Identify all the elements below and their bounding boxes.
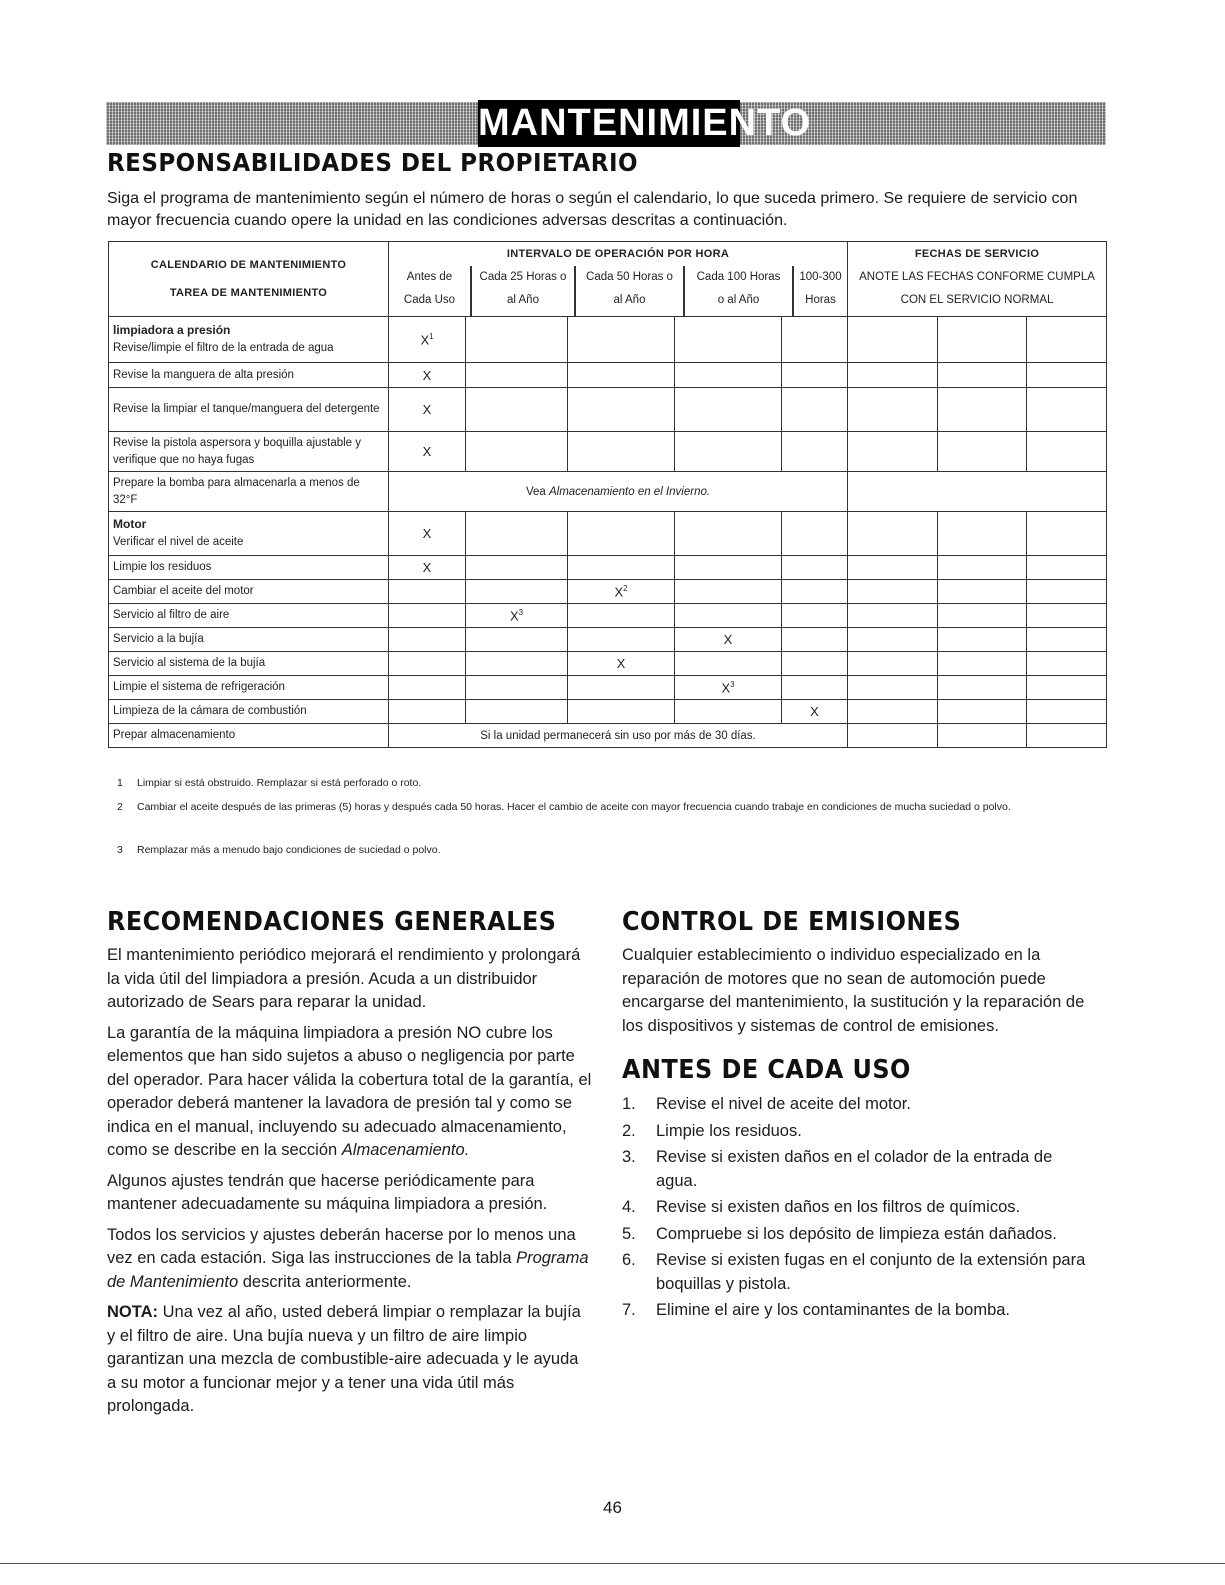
page-number: 46 [603,1498,622,1517]
owner-responsibilities-heading: RESPONSABILIDADES DEL PROPIETARIO [107,148,638,177]
footnote-number: 3 [117,844,123,856]
step-text: Limpie los residuos. [656,1121,802,1140]
task-label: Servicio al filtro de aire [109,604,389,628]
table-row [109,724,1107,748]
footnote-3: Remplazar más a menudo bajo condiciones de suciedad o polvo. [137,844,441,856]
step-number: 6. [622,1251,636,1269]
step-text: Revise si existen fugas en el conjunto de la extensión para boquillas y pistola. [656,1251,1086,1293]
footnote-number: 1 [117,777,123,789]
emissions-control-heading: CONTROL DE EMISIONES [622,907,962,937]
interval-50h: Cada 50 Horas o al Año [574,266,683,316]
table-row: Limpie el sistema de refrigeración $X^3$ [109,676,1107,700]
list-item [622,1223,1092,1247]
table-row: Revise la manguera de alta presión X [109,363,1107,388]
task-header: TAREA DE MANTENIMIENTO [169,287,328,299]
table-row: Cambiar el aceite del motor $X^2$ [109,580,1107,604]
task-label: Servicio al sistema de la bujía [109,652,389,676]
step-text: Revise si existen daños en los filtros de químicos. [656,1198,1021,1216]
step-number: 1. [622,1095,636,1113]
maintenance-schedule-table [108,241,1107,748]
list-item [622,1146,1092,1193]
interval-header-cell [389,242,848,317]
table-row: Revise la pistola aspersora y boquilla ajustable y verifique que no haya fugas X [109,432,1107,472]
step-number: 2. [622,1121,636,1140]
task-label: Revise la pistola aspersora y boquilla ajustable y verifique que no haya fugas [109,432,389,472]
step-text: Revise si existen daños en el colador de la entrada de agua. [656,1148,1053,1190]
owner-intro-paragraph: Siga el programa de mantenimiento según el número de horas o según el calendario, lo que suceda primero. Se requiere de servicio con mayor frecuencia cuando opere la unidad en las condiciones adversas descritas a continuación. [107,190,1078,229]
general-paragraph-1: El mantenimiento periódico mejorará el rendimiento y prolongará la vida útil del limpiadora a presión. Acuda a un distribuidor autorizado de Sears para reparar la unidad. [107,946,581,1011]
list-item [622,1196,1092,1220]
step-number: 3. [622,1148,636,1166]
task-label: Prepare la bomba para almacenarla a menos de 32°F [109,472,389,512]
task-label: Servicio a la bujía [109,628,389,652]
task-label: Prepar almacenamiento [109,724,389,748]
task-label: Limpieza de la cámara de combustión [109,700,389,724]
step-number: 4. [622,1198,636,1216]
before-use-steps-list [622,1093,1092,1326]
bottom-divider [0,1563,1225,1564]
interval-100-300h: 100-300 Horas [792,266,847,316]
step-text: Revise el nivel de aceite del motor. [656,1095,911,1113]
calendar-header: CALENDARIO DE MANTENIMIENTO [150,259,347,271]
interval-before-use: Antes de Cada Uso [403,271,456,306]
step-text: Elimine el aire y los contaminantes de la bomba. [656,1301,1011,1319]
interval-header: INTERVALO DE OPERACIÓN POR HORA [506,248,730,260]
footnote-2: Cambiar el aceite después de las primeras (5) horas y después cada 50 horas. Hacer el cambio de aceite con mayor frecuencia cuando trabaje en condiciones de mucha suciedad o polvo. [137,801,1011,813]
list-item [622,1120,1092,1144]
table-row: Servicio al filtro de aire $X^3$ [109,604,1107,628]
header-task-cell [109,242,389,317]
task-label: Revise/limpie el filtro de la entrada de agua [113,342,334,354]
table-row: Motor Verificar el nivel de aceite X [109,512,1107,556]
service-dates-header: FECHAS DE SERVICIO [914,248,1040,260]
task-label: Cambiar el aceite del motor [109,580,389,604]
list-item [622,1093,1092,1117]
interval-25h: Cada 25 Horas o al Año [470,266,574,316]
group-label-motor: Motor [113,517,147,531]
general-recommendations-body [107,944,592,1426]
task-label: Limpie el sistema de refrigeración [109,676,389,700]
footnote-number: 2 [117,801,123,813]
service-dates-note: ANOTE LAS FECHAS CONFORME CUMPLA CON EL SERVICIO NORMAL [859,271,1095,306]
page-title: MANTENIMIENTO [478,100,740,147]
list-item [622,1249,1092,1296]
storage-note: Si la unidad permanecerá sin uso por más de 30 días. [389,724,848,748]
dates-header-cell [848,242,1107,317]
step-number: 5. [622,1224,636,1243]
table-row: Limpie los residuos X [109,556,1107,580]
general-paragraph-4: Todos los servicios y ajustes deberán hacerse por lo menos una vez en cada estación. Siga las instrucciones de la tabla Programa de Mantenimiento descrita anteriormente. [107,1225,589,1291]
table-row: Revise la limpiar el tanque/manguera del detergente X [109,388,1107,432]
table-row: Limpieza de la cámara de combustión X [109,700,1107,724]
list-item [622,1299,1092,1323]
general-recommendations-heading: RECOMENDACIONES GENERALES [107,907,557,937]
group-label-pressure-washer: limpiadora a presión [113,323,231,337]
step-number: 7. [622,1301,636,1319]
task-label: Revise la manguera de alta presión [109,363,389,388]
task-label: Verificar el nivel de aceite [113,536,244,548]
general-paragraph-2: La garantía de la máquina limpiadora a presión NO cubre los elementos que han sido sujetos a abuso o negligencia por parte del operador. Para hacer válida la cobertura total de la garantía, el operador deberá mantener la lavadora de presión tal y como se indica en el manual, incluyendo su adecuado almacenamiento, como se describe en la sección Almacenamiento. [107,1023,592,1159]
step-text: Compruebe si los depósito de limpieza están dañados. [656,1224,1057,1243]
table-row: limpiadora a presión Revise/limpie el filtro de la entrada de agua $X^1$ [109,317,1107,363]
footnote-1: Limpiar si está obstruido. Remplazar si está perforado o roto. [137,777,422,789]
emissions-paragraph: Cualquier establecimiento o individuo especializado en la reparación de motores que no sean de automoción puede encargarse del mantenimiento, la sustitución y la reparación de los dispositivos y sistemas de control de emisiones. [622,946,1085,1035]
interval-100h: Cada 100 Horas o al Año [683,266,792,316]
table-row: Servicio a la bujía X [109,628,1107,652]
winter-storage-note: Vea Almacenamiento en el Invierno. [389,472,848,512]
before-each-use-heading: ANTES DE CADA USO [622,1055,911,1085]
general-paragraph-3: Algunos ajustes tendrán que hacerse periódicamente para mantener adecuadamente su máquina limpiadora a presión. [107,1171,548,1213]
task-label: Revise la limpiar el tanque/manguera del detergente [109,388,389,432]
table-row: Servicio al sistema de la bujía X [109,652,1107,676]
table-row [109,472,1107,512]
general-note-paragraph: NOTA: Una vez al año, usted deberá limpiar o remplazar la bujía y el filtro de aire. Una bujía nueva y un filtro de aire limpio garantizan una mezcla de combustible-aire adecuada y le ayuda a su motor a funcionar mejor y a tener una vida útil más prolongada. [107,1303,581,1415]
task-label: Limpie los residuos [109,556,389,580]
